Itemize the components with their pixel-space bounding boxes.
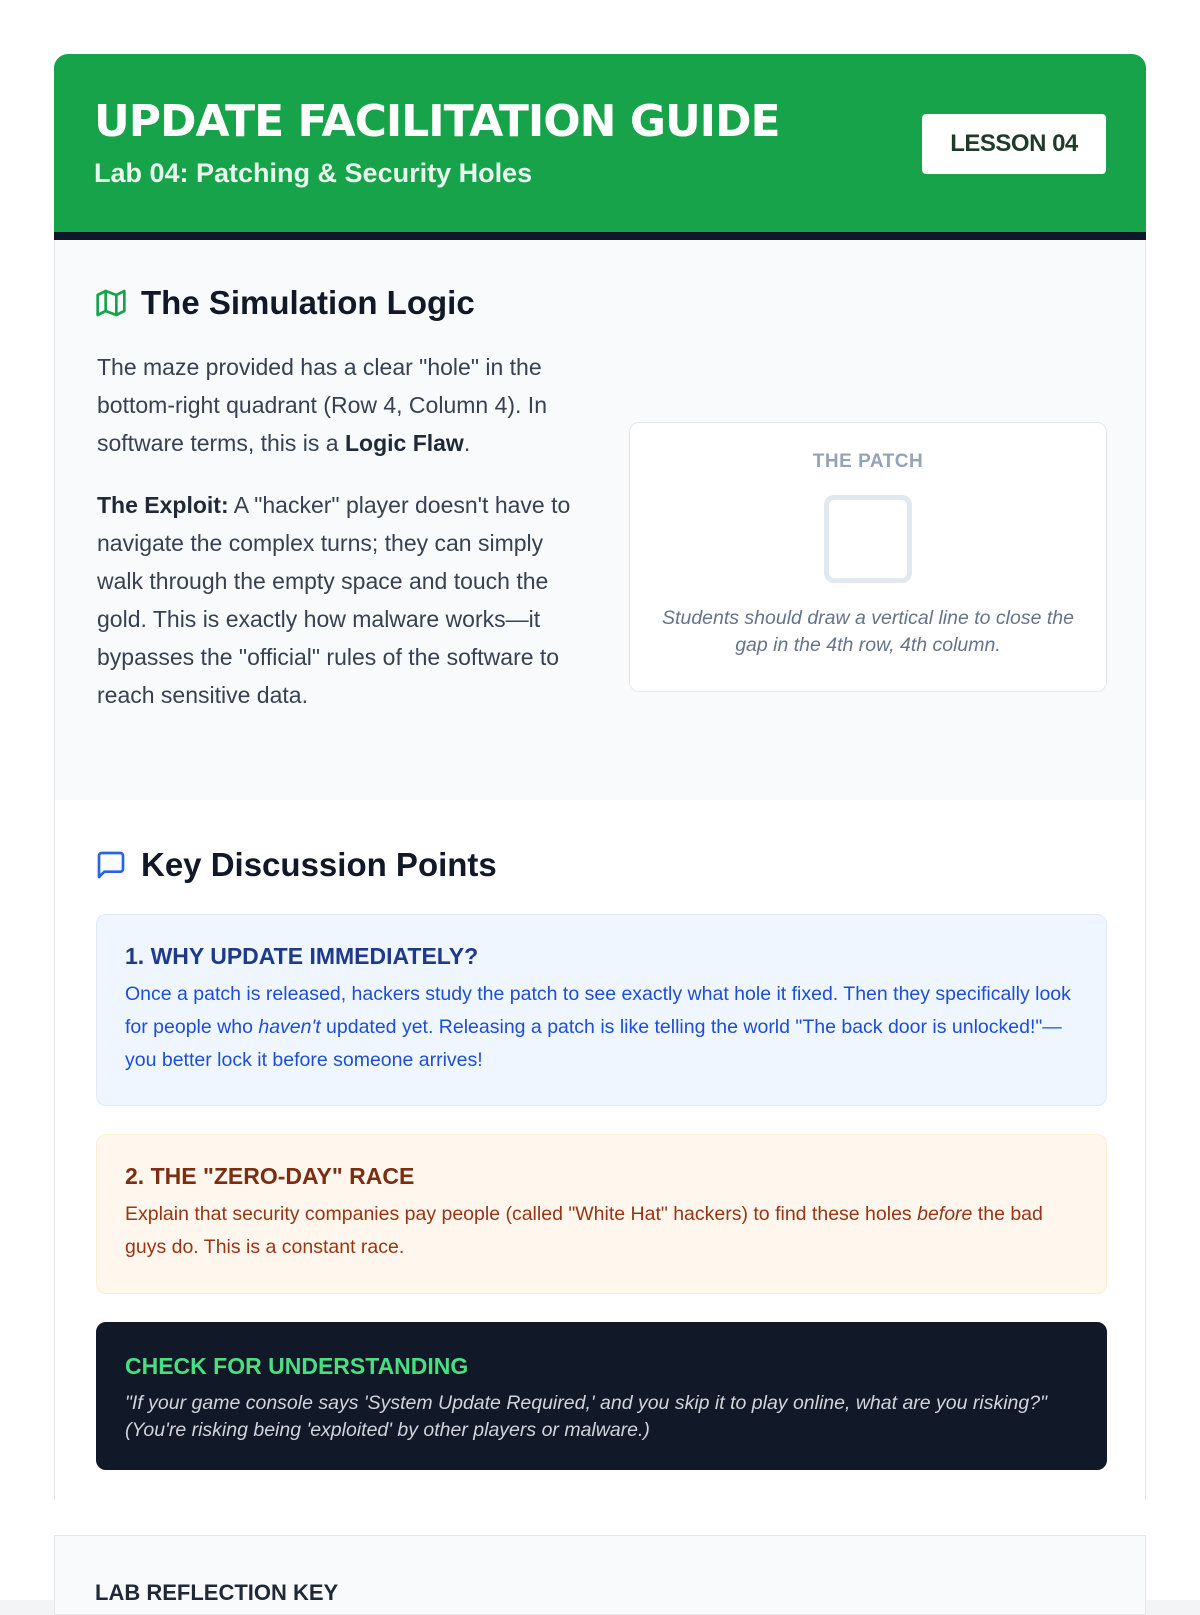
point-2-text-a: Explain that security companies pay people (called "White Hat" hackers) to find these holes bbox=[125, 1203, 918, 1225]
patch-note: Students should draw a vertical line to close the gap in the 4th row, 4th column. bbox=[662, 607, 1074, 656]
patch-square-icon bbox=[824, 495, 912, 583]
check-text: "If your game console says 'System Update Required,' and you skip it to play online, what are you risking?" (You're risking being 'exploited' by other players or malware.) bbox=[125, 1392, 1048, 1441]
p1-end: . bbox=[463, 430, 471, 456]
exploit-term: The Exploit: bbox=[97, 492, 229, 518]
page-title: UPDATE FACILITATION GUIDE bbox=[94, 96, 780, 147]
discussion-section bbox=[54, 800, 1146, 1500]
point-2-emphasis: before bbox=[917, 1203, 973, 1225]
check-title: CHECK FOR UNDERSTANDING bbox=[125, 1353, 469, 1379]
p1-text: The maze provided has a clear "hole" in the bottom-right quadrant (Row 4, Column 4). In software terms, this is a bbox=[97, 354, 547, 456]
point-2-text-b: the bad guys do. This is a constant race. bbox=[125, 1203, 1043, 1258]
p2-text: A "hacker" player doesn't have to navigate the complex turns; they can simply walk through the empty space and touch the gold. This is exactly how malware works—it bypasses the "official" rules of the software to reach sensitive data. bbox=[97, 492, 571, 708]
point-2-text bbox=[125, 1198, 1078, 1264]
facilitation-guide bbox=[54, 54, 1146, 1500]
map-icon bbox=[95, 287, 127, 319]
page-subtitle: Lab 04: Patching & Security Holes bbox=[94, 158, 533, 188]
simulation-heading: The Simulation Logic bbox=[141, 284, 475, 321]
header-banner bbox=[54, 54, 1146, 240]
discussion-point-1 bbox=[96, 914, 1107, 1106]
point-1-emphasis: haven't bbox=[258, 1016, 321, 1038]
discussion-heading: Key Discussion Points bbox=[141, 846, 497, 883]
point-1-text-b: updated yet. Releasing a patch is like telling the world "The back door is unlocked!"—you better lock it before someone arrives! bbox=[125, 1016, 1062, 1071]
simulation-paragraph-1 bbox=[97, 348, 577, 462]
simulation-heading-row bbox=[95, 284, 475, 322]
reflection-heading: LAB REFLECTION KEY bbox=[95, 1580, 339, 1605]
message-square-icon bbox=[95, 849, 127, 881]
point-1-text-a: Once a patch is released, hackers study the patch to see exactly what hole it fixed. Then they specifically look for people who bbox=[125, 983, 1071, 1038]
discussion-point-2 bbox=[96, 1134, 1107, 1294]
point-1-title: 1. WHY UPDATE IMMEDIATELY? bbox=[125, 943, 479, 969]
reflection-section bbox=[54, 1535, 1146, 1615]
simulation-section bbox=[54, 240, 1146, 800]
logic-flaw-term: Logic Flaw bbox=[344, 430, 464, 456]
check-for-understanding bbox=[96, 1322, 1107, 1470]
patch-label: THE PATCH bbox=[812, 451, 924, 472]
simulation-text bbox=[97, 348, 577, 714]
simulation-paragraph-2 bbox=[97, 486, 577, 714]
discussion-heading-row bbox=[95, 846, 497, 884]
patch-card bbox=[629, 422, 1107, 692]
point-1-text bbox=[125, 978, 1078, 1077]
point-2-title: 2. THE "ZERO-DAY" RACE bbox=[125, 1163, 415, 1189]
lesson-badge: LESSON 04 bbox=[922, 114, 1106, 174]
